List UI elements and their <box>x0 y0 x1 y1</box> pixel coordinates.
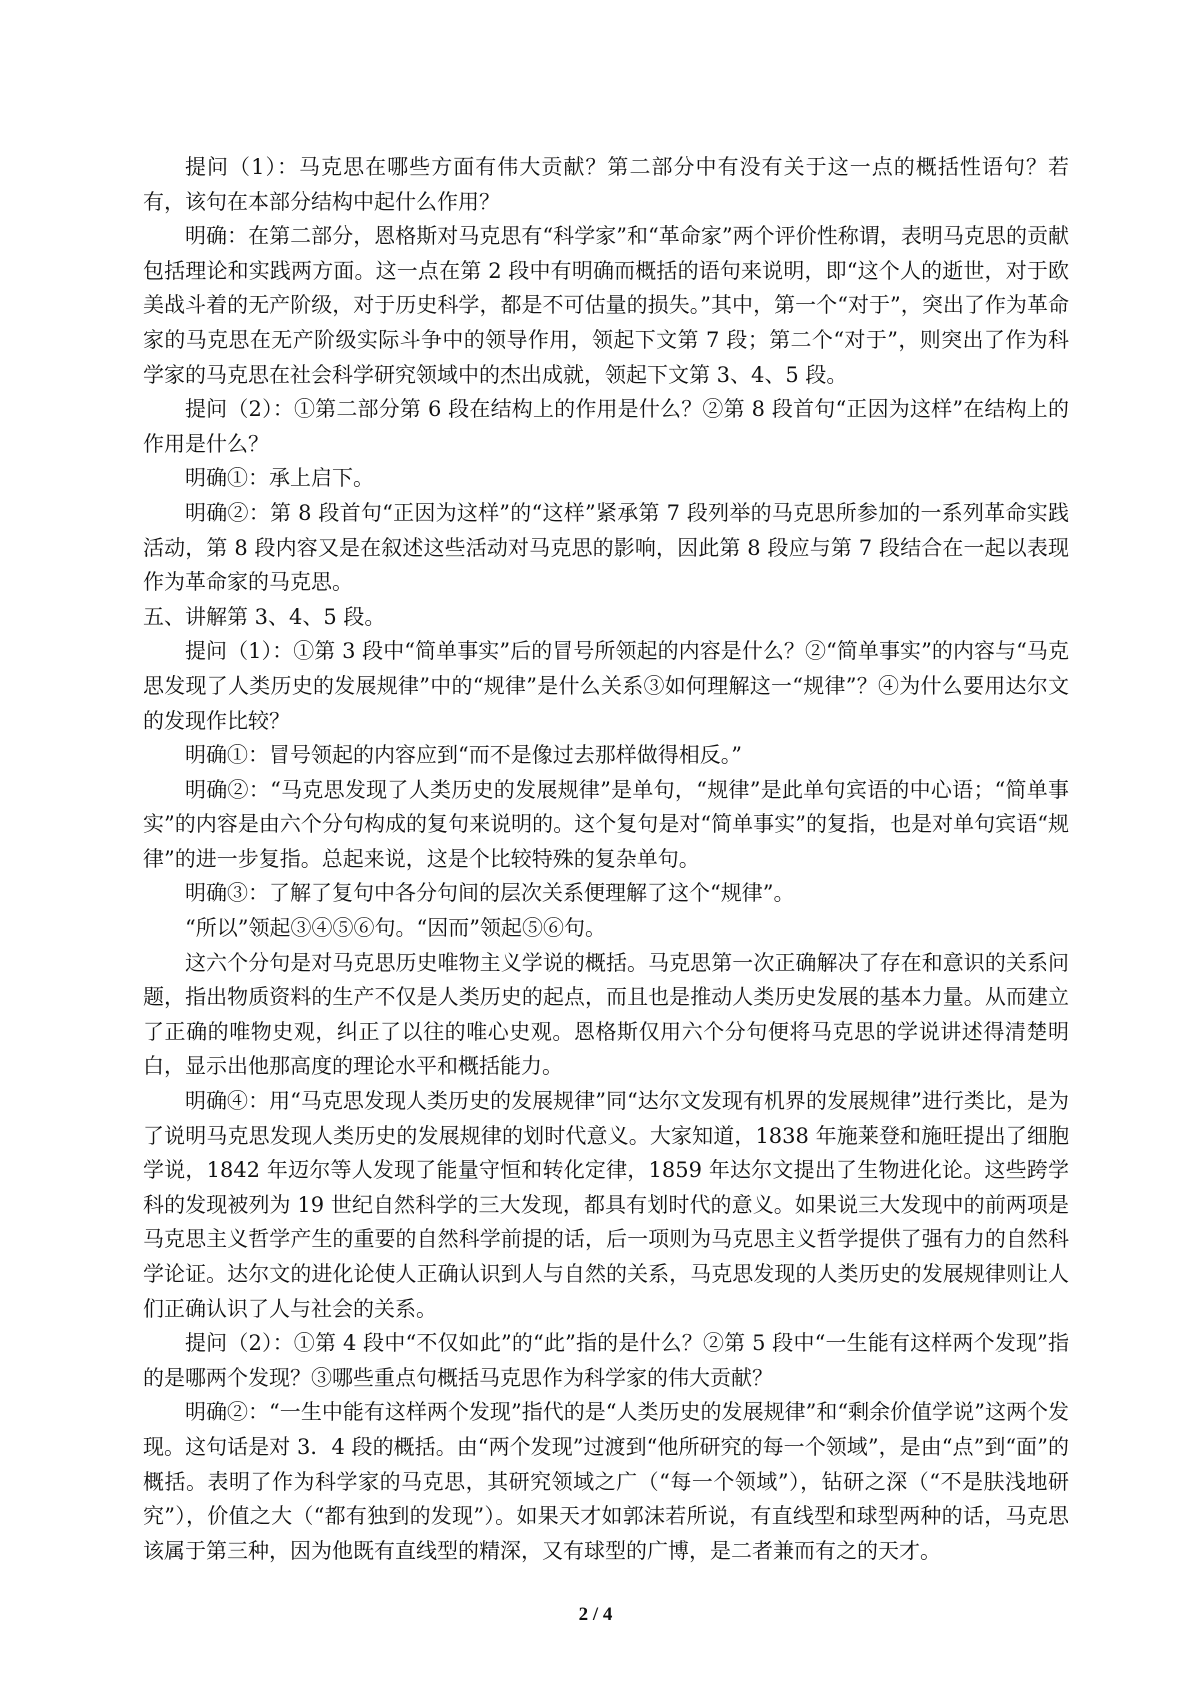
question-4-paragraph: 提问（2）：①第 4 段中“不仅如此”的“此”指的是什么？②第 5 段中“一生能有这样两个发现”指的是哪两个发现？③哪些重点句概括马克思作为科学家的伟大贡献？ <box>143 1331 1069 1390</box>
clause-note-paragraph: “所以”领起③④⑤⑥句。“因而”领起⑤⑥句。 <box>185 916 606 941</box>
answer-2b-paragraph: 明确②：第 8 段首句“正因为这样”的“这样”紧承第 7 段列举的马克思所参加的一系列革命实践活动，第 8 段内容又是在叙述这些活动对马克思的影响，因此第 8 段应与第 7 段结合在一起以表现作为革命家的马克思。 <box>143 500 1069 595</box>
document-body <box>143 150 1069 1568</box>
answer-3b-paragraph: 明确②：“马克思发现了人类历史的发展规律”是单句，“规律”是此单句宾语的中心语；“简单事实”的内容是由六个分句构成的复句来说明的。这个复句是对“简单事实”的复指，也是对单句宾语“规律”的进一步复指。总起来说，这是个比较特殊的复杂单句。 <box>143 777 1069 871</box>
answer-2a-paragraph: 明确①：承上启下。 <box>185 466 374 491</box>
page-number: 2 / 4 <box>578 1604 613 1625</box>
explanation-paragraph: 这六个分句是对马克思历史唯物主义学说的概括。马克思第一次正确解决了存在和意识的关系问题，指出物质资料的生产不仅是人类历史的起点，而且也是推动人类历史发展的基本力量。从而建立了正确的唯物史观，纠正了以往的唯心史观。恩格斯仅用六个分句便将马克思的学说讲述得清楚明白，显示出他那高度的理论水平和概括能力。 <box>143 950 1069 1079</box>
answer-3c-paragraph: 明确③：了解了复句中各分句间的层次关系便理解了这个“规律”。 <box>185 881 795 906</box>
section-heading: 五、讲解第 3、4、5 段。 <box>143 604 386 629</box>
question-2-paragraph: 提问（2）：①第二部分第 6 段在结构上的作用是什么？②第 8 段首句“正因为这样”在结构上的作用是什么？ <box>143 397 1069 456</box>
answer-3a-paragraph: 明确①：冒号领起的内容应到“而不是像过去那样做得相反。” <box>185 743 742 768</box>
question-3-paragraph: 提问（1）：①第 3 段中“简单事实”后的冒号所领起的内容是什么？②“简单事实”的内容与“马克思发现了人类历史的发展规律”中的“规律”是什么关系③如何理解这一“规律”？④为什么要用达尔文的发现作比较？ <box>143 639 1069 733</box>
question-1-paragraph: 提问（1）：马克思在哪些方面有伟大贡献？第二部分中有没有关于这一点的概括性语句？若有，该句在本部分结构中起什么作用？ <box>143 155 1069 214</box>
answer-4-paragraph: 明确②：“一生中能有这样两个发现”指代的是“人类历史的发展规律”和“剩余价值学说”这两个发现。这句话是对 3．4 段的概括。由“两个发现”过渡到“他所研究的每一个领域”，是由“点”到“面”的概括。表明了作为科学家的马克思，其研究领域之广（“每一个领域”），钻研之深（“不是肤浅地研究”），价值之大（“都有独到的发现”）。如果天才如郭沫若所说，有直线型和球型两种的话，马克思该属于第三种，因为他既有直线型的精深，又有球型的广博，是二者兼而有之的天才。 <box>143 1400 1069 1563</box>
answer-1-paragraph: 明确：在第二部分，恩格斯对马克思有“科学家”和“革命家”两个评价性称谓，表明马克思的贡献包括理论和实践两方面。这一点在第 2 段中有明确而概括的语句来说明，即“这个人的逝世，对于欧美战斗着的无产阶级，对于历史科学，都是不可估量的损失。”其中，第一个“对于”，突出了作为革命家的马克思在无产阶级实际斗争中的领导作用，领起下文第 7 段；第二个“对于”，则突出了作为科学家的马克思在社会科学研究领域中的杰出成就，领起下文第 3、4、5 段。 <box>143 224 1069 387</box>
answer-3d-paragraph: 明确④：用“马克思发现人类历史的发展规律”同“达尔文发现有机界的发展规律”进行类比，是为了说明马克思发现人类历史的发展规律的划时代意义。大家知道，1838 年施莱登和施旺提出了细胞学说，1842 年迈尔等人发现了能量守恒和转化定律，1859 年达尔文提出了生物进化论。这些跨学科的发现被列为 19 世纪自然科学的三大发现，都具有划时代的意义。如果说三大发现中的前两项是马克思主义哲学产生的重要的自然科学前提的话，后一项则为马克思主义哲学提供了强有力的自然科学论证。达尔文的进化论使人正确认识到人与自然的关系，马克思发现的人类历史的发展规律则让人们正确认识了人与社会的关系。 <box>143 1089 1069 1321</box>
